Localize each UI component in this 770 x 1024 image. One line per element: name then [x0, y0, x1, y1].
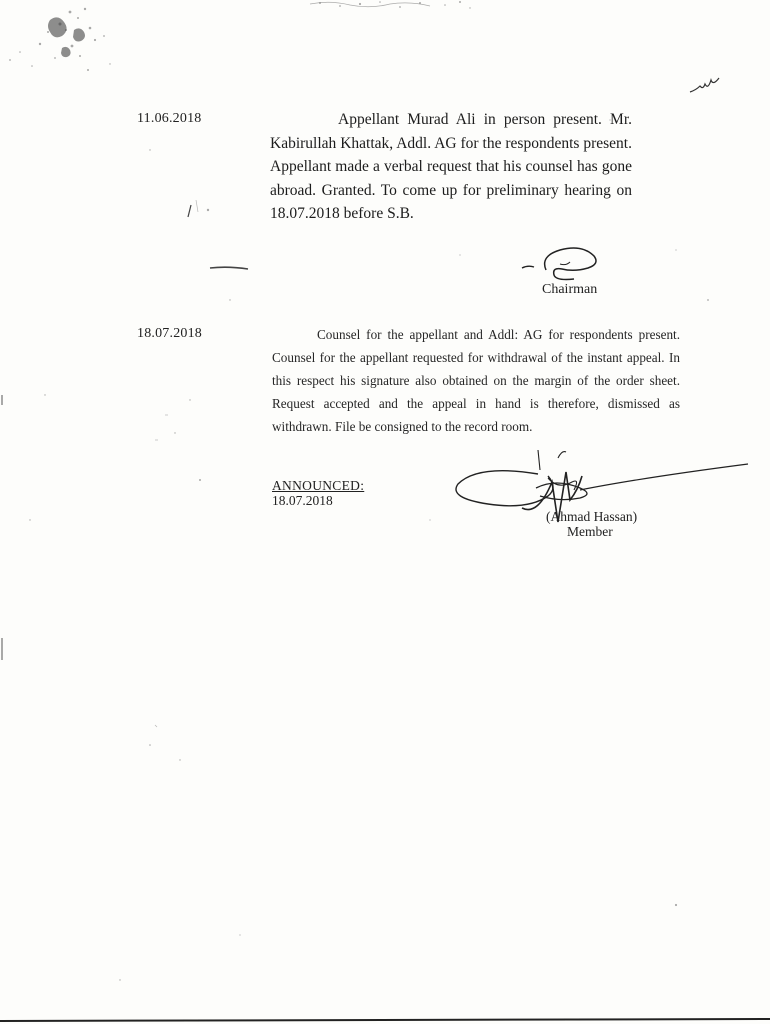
order-date: 11.06.2018: [137, 111, 202, 126]
announced-label: ANNOUNCED:: [272, 478, 365, 493]
order-date: 18.07.2018: [137, 326, 202, 341]
announcement: [272, 478, 364, 508]
order-paragraph: Appellant Murad Ali in person present. Mr. Kabirullah Khattak, Addl. AG for the respondents present. Appellant made a verbal request that his counsel has gone abroad. Granted. To come up for preliminary hearing on 18.07.2018 before S.B.: [270, 111, 632, 222]
signatory-name: (Ahmad Hassan): [546, 509, 638, 524]
order-paragraph: Counsel for the appellant and Addl: AG for respondents present. Counsel for the appellant requested for withdrawal of the instant appeal. In this respect his signature also obtained on the margin of the order sheet. Request accepted and the appeal in hand is therefore, dismissed as withdrawn. File be consigned to the record room.: [272, 327, 680, 434]
order-text: [272, 323, 680, 438]
signatory-title: Member: [567, 524, 613, 539]
announced-date: 18.07.2018: [272, 493, 333, 508]
signatory-title: Chairman: [542, 282, 598, 297]
order-text: [270, 108, 632, 226]
